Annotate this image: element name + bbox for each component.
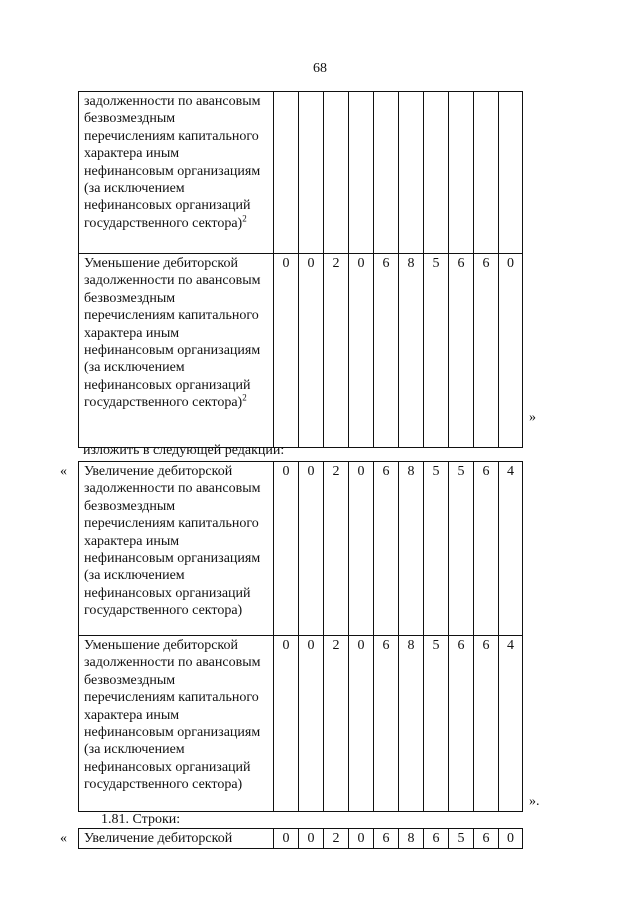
opening-quote: « <box>60 464 67 479</box>
code-digit: 0 <box>299 636 324 812</box>
row-description: задолженности по авансовым безвозмездным перечислениям капитального характера иным нефинансовым организациям (за исключением нефинансовых организаций государственного сектора)$^2$ <box>79 92 274 254</box>
code-digit: 5 <box>449 829 474 849</box>
code-digit: 4 <box>499 636 523 812</box>
section-label: 1.81. Строки: <box>101 812 181 827</box>
table-row <box>79 462 523 636</box>
code-digit: 8 <box>399 636 424 812</box>
code-digit <box>474 92 499 254</box>
code-digit <box>349 92 374 254</box>
code-digit: 0 <box>274 636 299 812</box>
code-table-3 <box>78 828 523 849</box>
code-digit: 6 <box>424 829 449 849</box>
code-digit: 5 <box>424 254 449 448</box>
code-digit: 2 <box>324 829 349 849</box>
closing-quote: ». <box>529 794 540 809</box>
code-digit: 6 <box>474 829 499 849</box>
code-digit <box>324 92 349 254</box>
row-description: Уменьшение дебиторской задолженности по авансовым безвозмездным перечислениям капитального характера иным нефинансовым организациям (за исключением нефинансовых организаций государственного сектора) <box>79 636 274 812</box>
code-digit: 6 <box>474 462 499 636</box>
code-digit: 8 <box>399 462 424 636</box>
code-digit: 0 <box>349 829 374 849</box>
code-digit: 6 <box>474 254 499 448</box>
code-digit: 0 <box>299 829 324 849</box>
code-digit: 6 <box>449 254 474 448</box>
code-digit: 0 <box>349 254 374 448</box>
row-description: Увеличение дебиторской задолженности по авансовым безвозмездным перечислениям капитального характера иным нефинансовым организациям (за исключением нефинансовых организаций государственного сектора) <box>79 462 274 636</box>
closing-quote: » <box>529 410 536 425</box>
code-digit <box>299 92 324 254</box>
code-digit <box>499 92 523 254</box>
code-digit <box>274 92 299 254</box>
page-number: 68 <box>313 61 327 76</box>
code-digit: 0 <box>274 462 299 636</box>
code-digit: 0 <box>274 254 299 448</box>
code-digit <box>449 92 474 254</box>
code-digit <box>374 92 399 254</box>
table-row <box>79 254 523 448</box>
opening-quote: « <box>60 831 67 846</box>
code-digit: 6 <box>374 636 399 812</box>
code-digit <box>399 92 424 254</box>
code-table-2 <box>78 461 523 812</box>
row-description: Увеличение дебиторской <box>79 829 274 849</box>
code-digit: 2 <box>324 254 349 448</box>
edit-instruction: изложить в следующей редакции: <box>83 443 285 458</box>
code-digit: 0 <box>349 636 374 812</box>
code-digit: 5 <box>449 462 474 636</box>
code-digit <box>424 92 449 254</box>
table-row <box>79 636 523 812</box>
code-digit: 2 <box>324 462 349 636</box>
code-digit: 0 <box>499 254 523 448</box>
row-description: Уменьшение дебиторской задолженности по авансовым безвозмездным перечислениям капитального характера иным нефинансовым организациям (за исключением нефинансовых организаций государственного сектора)$^2$ <box>79 254 274 448</box>
code-digit: 6 <box>449 636 474 812</box>
code-digit: 5 <box>424 636 449 812</box>
code-digit: 0 <box>349 462 374 636</box>
code-table-1 <box>78 91 523 448</box>
code-digit: 0 <box>274 829 299 849</box>
code-digit: 6 <box>374 254 399 448</box>
code-digit: 6 <box>374 462 399 636</box>
code-digit: 6 <box>374 829 399 849</box>
code-digit: 0 <box>499 829 523 849</box>
code-digit: 6 <box>474 636 499 812</box>
code-digit: 0 <box>299 462 324 636</box>
table-row <box>79 829 523 849</box>
table-row <box>79 92 523 254</box>
code-digit: 4 <box>499 462 523 636</box>
code-digit: 8 <box>399 829 424 849</box>
code-digit: 8 <box>399 254 424 448</box>
code-digit: 2 <box>324 636 349 812</box>
code-digit: 5 <box>424 462 449 636</box>
code-digit: 0 <box>299 254 324 448</box>
